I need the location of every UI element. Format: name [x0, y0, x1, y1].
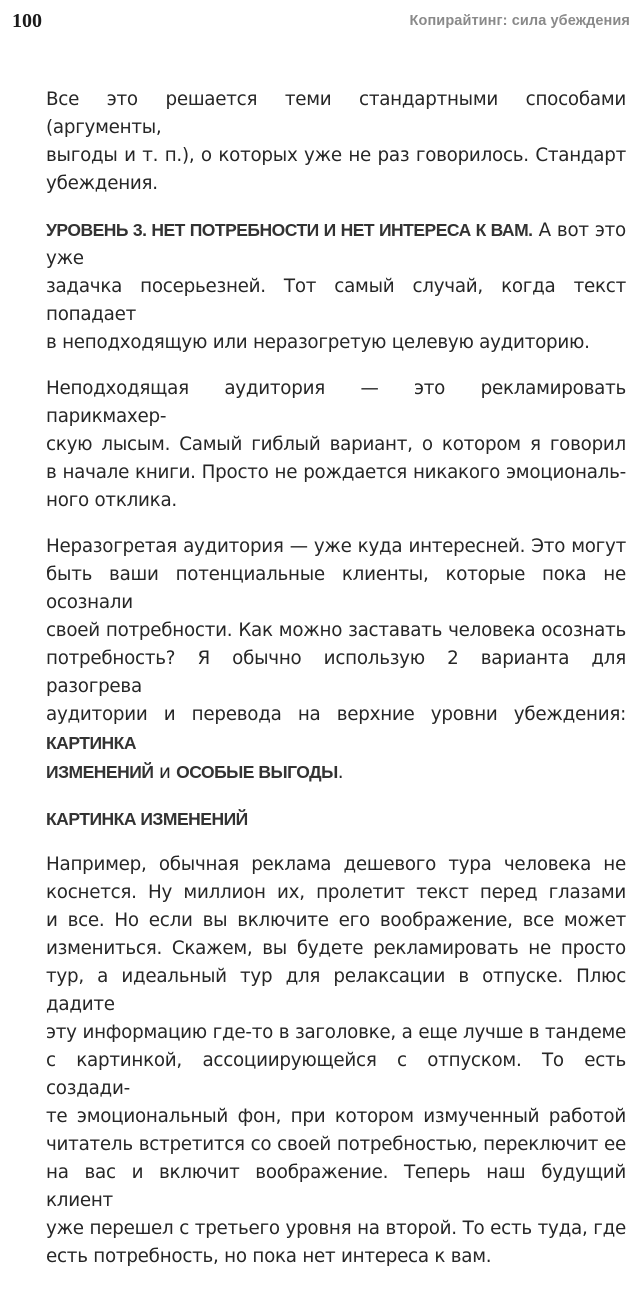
text-line: своей потребности. Как можно заставать человека осознать [46, 620, 626, 641]
text-line: уже перешел с третьего уровня на второй. То есть туда, где [46, 1218, 626, 1239]
text-line: потребность? Я обычно использую 2 варианта для разогрева [46, 648, 626, 697]
paragraph-unwarmed-audience [46, 533, 626, 787]
text-line: в неподходящую или неразогретую целевую аудиторию. [46, 332, 590, 353]
text-line: читатель встретится со своей потребностью, переключит ее [46, 1134, 626, 1155]
running-title: Копирайтинг: сила убеждения [409, 13, 630, 29]
text-line: Все это решается теми стандартными способами (аргументы, [46, 89, 626, 138]
text-line: выгоды и т. п.), о которых уже не раз говорилось. Стандарт [46, 145, 626, 166]
text-line: эту информацию где-то в заголовке, а еще лучше в тандеме [46, 1022, 626, 1043]
text-line: Например, обычная реклама дешевого тура человека не [46, 854, 626, 875]
page-number: 100 [12, 10, 42, 32]
text-line [46, 216, 626, 273]
text-line: быть ваши потенциальные клиенты, которые пока не осознали [46, 564, 626, 613]
term-change-picture-cont: ИЗМЕНЕНИЙ [46, 762, 154, 782]
text-line: коснется. Ну миллион их, пролетит текст перед глазами [46, 882, 626, 903]
page-body [46, 86, 626, 1289]
text-line: Неразогретая аудитория — уже куда интересней. Это могут [46, 536, 626, 557]
paragraph-example [46, 851, 626, 1271]
term-special-benefits: ОСОБЫЕ ВЫГОДЫ [176, 762, 338, 782]
level-3-heading: УРОВЕНЬ 3. НЕТ ПОТРЕБНОСТИ И НЕТ ИНТЕРЕСА К ВАМ. [46, 220, 533, 240]
text-line: и все. Но если вы включите его воображение, все может [46, 910, 626, 931]
text-fragment: и [153, 762, 177, 783]
text-line: измениться. Скажем, вы будете рекламировать не просто [46, 938, 626, 959]
section-heading: КАРТИНКА ИЗМЕНЕНИЙ [46, 809, 248, 829]
text-line: Неподходящая аудитория — это рекламировать парикмахер- [46, 378, 626, 427]
text-fragment: А вот это уже [46, 220, 626, 269]
text-line: задачка посерьезней. Тот самый случай, когда текст попадает [46, 276, 626, 325]
text-fragment: аудитории и перевода на верхние уровни убеждения: [46, 704, 626, 725]
text-line: в начале книги. Просто не рождается никакого эмоциональ- [46, 462, 626, 483]
text-line: ного отклика. [46, 490, 177, 511]
paragraph-standard-persuasion [46, 86, 626, 198]
paragraph-level-3 [46, 216, 626, 357]
text-line [46, 758, 626, 787]
text-line: скую лысым. Самый гиблый вариант, о котором я говорил [46, 434, 626, 455]
text-fragment: . [337, 762, 344, 783]
text-line: убеждения. [46, 173, 158, 194]
text-line [46, 701, 626, 758]
text-line: на вас и включит воображение. Теперь наш будущий клиент [46, 1162, 626, 1211]
paragraph-unsuitable-audience [46, 375, 626, 515]
page-header [12, 10, 630, 36]
term-change-picture: КАРТИНКА [46, 733, 136, 753]
text-line: те эмоциональный фон, при котором измученный работой [46, 1106, 626, 1127]
text-line: с картинкой, ассоциирующейся с отпуском. То есть создади- [46, 1050, 626, 1099]
text-line: тур, а идеальный тур для релаксации в отпуске. Плюс дадите [46, 966, 626, 1015]
text-line: есть потребность, но пока нет интереса к вам. [46, 1246, 492, 1267]
